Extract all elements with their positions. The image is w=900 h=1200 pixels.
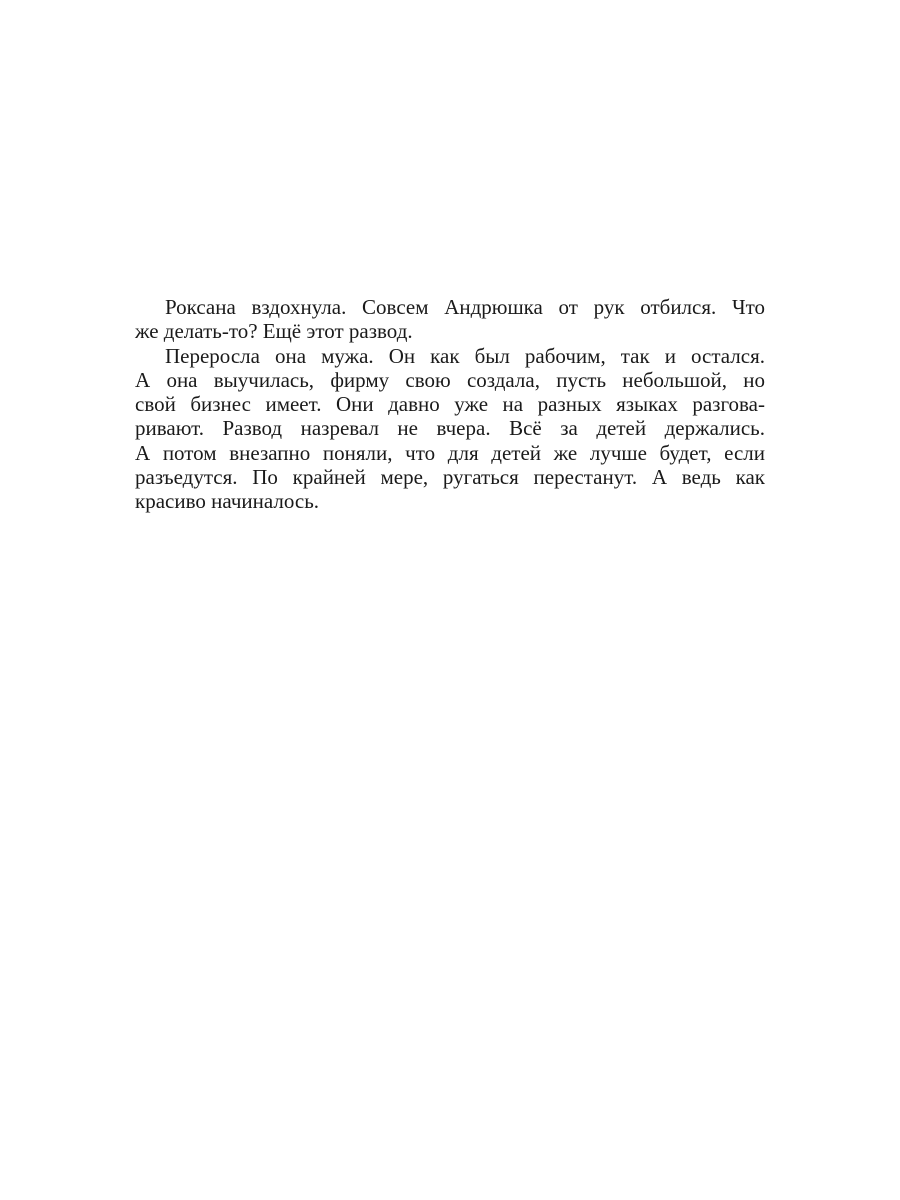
text-line: же делать-то? Ещё этот развод. [135, 319, 413, 344]
text-line: Переросла она мужа. Он как был рабочим, так и остался. [165, 343, 765, 368]
text-line: красиво начиналось. [135, 489, 320, 514]
text-line: свой бизнес имеет. Они давно уже на разных языках разгова- [135, 392, 765, 417]
paragraph-2 [135, 344, 765, 514]
text-line: А потом внезапно поняли, что для детей же лучше будет, если [135, 440, 765, 465]
text-line: разъедутся. По крайней мере, ругаться перестанут. А ведь как [135, 465, 765, 490]
body-text [135, 295, 765, 514]
text-line: А она выучилась, фирму свою создала, пусть небольшой, но [135, 367, 765, 392]
paragraph-1 [135, 295, 765, 344]
text-line: ривают. Развод назревал не вчера. Всё за детей держались. [135, 416, 765, 441]
text-line: Роксана вздохнула. Совсем Андрюшка от рук отбился. Что [165, 295, 765, 319]
